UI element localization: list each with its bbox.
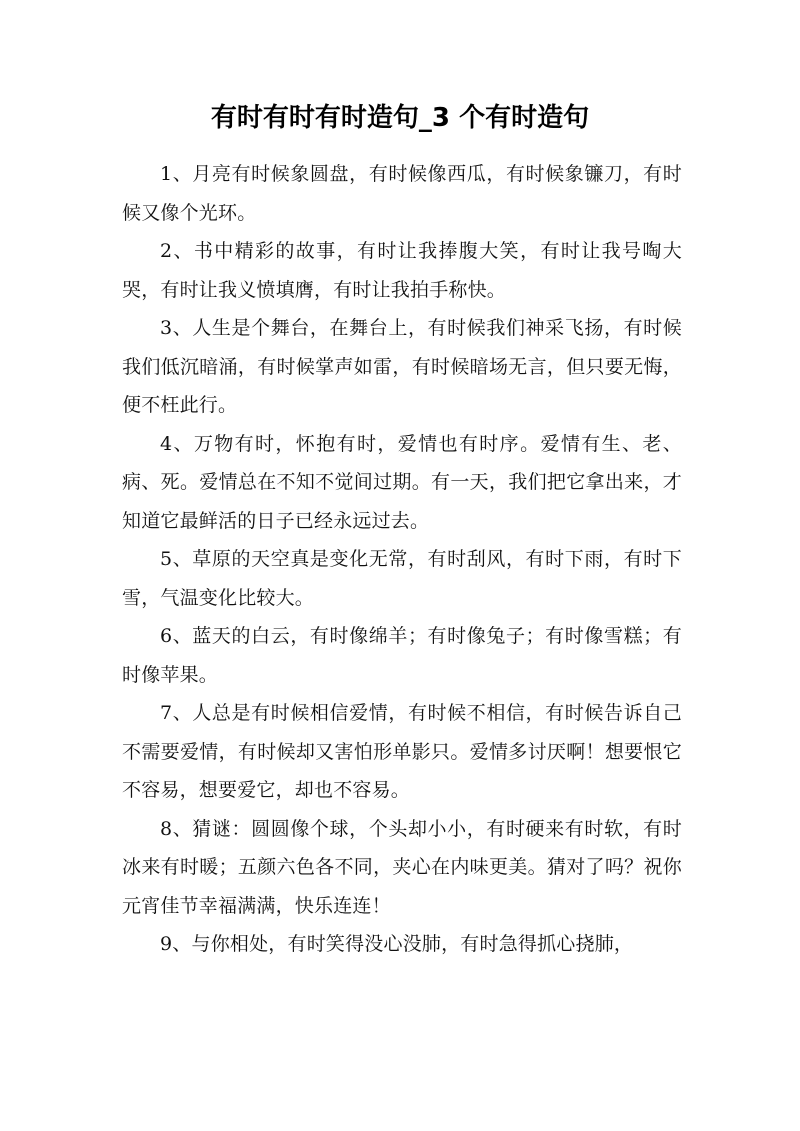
paragraph-6: 6、蓝天的白云，有时像绵羊；有时像兔子；有时像雪糕；有时像苹果。 [122, 625, 682, 686]
paragraph-2: 2、书中精彩的故事，有时让我捧腹大笑，有时让我号啕大哭，有时让我义愤填膺，有时让我拍手称快。 [122, 240, 682, 301]
document-body [122, 155, 682, 964]
paragraph-9: 9、与你相处，有时笑得没心没肺，有时急得抓心挠肺， [160, 933, 634, 955]
paragraph-3: 3、人生是个舞台，在舞台上，有时候我们神采飞扬，有时候我们低沉暗涌，有时候掌声如雷，有时候暗场无言，但只要无悔，便不枉此行。 [122, 317, 682, 416]
paragraph-8: 8、猜谜：圆圆像个球，个头却小小，有时硬来有时软，有时冰来有时暖；五颜六色各不同，夹心在内味更美。猜对了吗？祝你元宵佳节幸福满满，快乐连连！ [122, 817, 682, 917]
document-title: 有时有时有时造句_3 个有时造句 [210, 103, 590, 133]
paragraph-1: 1、月亮有时候象圆盘，有时候像西瓜，有时候象镰刀，有时候又像个光环。 [122, 163, 682, 224]
paragraph-7: 7、人总是有时候相信爱情，有时候不相信，有时候告诉自己不需要爱情，有时候却又害怕形单影只。爱情多讨厌啊！想要恨它不容易，想要爱它，却也不容易。 [122, 702, 682, 801]
paragraph-5: 5、草原的天空真是变化无常，有时刮风，有时下雨，有时下雪，气温变化比较大。 [122, 548, 682, 609]
paragraph-4: 4、万物有时，怀抱有时，爱情也有时序。爱情有生、老、病、死。爱情总在不知不觉间过期。有一天，我们把它拿出来，才知道它最鲜活的日子已经永远过去。 [122, 432, 682, 532]
